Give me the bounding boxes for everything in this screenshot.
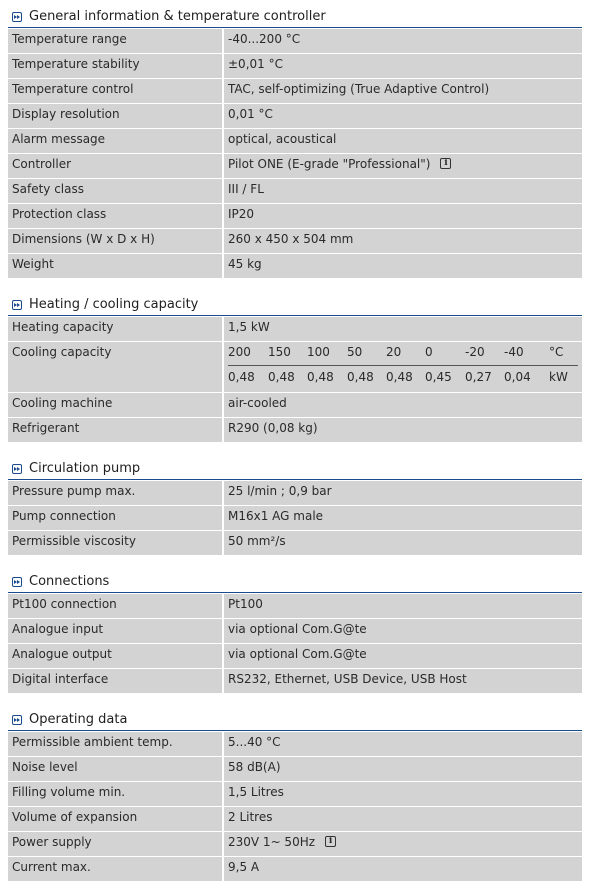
spec-label: Alarm message [8,129,222,153]
section-gap [8,278,582,292]
spec-label: Cooling machine [8,393,222,417]
section-title: Connections [29,574,110,589]
spec-row [8,757,582,781]
spec-value: 58 dB(A) [228,760,281,774]
spec-value: via optional Com.G@te [228,622,367,636]
spec-value-cell [224,229,582,253]
spec-value-cell [224,481,582,505]
spec-row [8,531,582,555]
spec-label: Display resolution [8,104,222,128]
spec-label: Noise level [8,757,222,781]
spec-value: ±0,01 °C [228,57,283,71]
spec-label: Power supply [8,832,222,856]
spec-value: via optional Com.G@te [228,647,367,661]
spec-sheet [8,4,582,881]
spec-value-cell [224,418,582,442]
temperature-value: 0 [425,345,433,359]
spec-value-cell [224,807,582,831]
spec-row [8,669,582,693]
spec-value-cell [224,782,582,806]
spec-value-cell [224,54,582,78]
spec-label: Temperature stability [8,54,222,78]
section-header[interactable] [8,4,582,28]
spec-value-cell [224,342,582,392]
spec-label: Heating capacity [8,317,222,341]
spec-value-cell [224,79,582,103]
expand-icon[interactable] [12,715,22,725]
info-icon[interactable]: i [440,158,451,169]
temperature-value: °C [549,345,564,359]
spec-row [8,342,582,392]
temperature-value: -20 [465,345,485,359]
spec-value-cell [224,179,582,203]
spec-value: 1,5 Litres [228,785,284,799]
spec-row [8,782,582,806]
power-value: 0,48 [386,370,413,384]
section-header[interactable] [8,569,582,593]
spec-label: Temperature range [8,29,222,53]
spec-label: Permissible viscosity [8,531,222,555]
spec-value: TAC, self-optimizing (True Adaptive Control) [228,82,490,96]
spec-value: IP20 [228,207,255,221]
power-value: 0,48 [347,370,374,384]
spec-value-cell [224,669,582,693]
spec-value: 25 l/min ; 0,9 bar [228,484,332,498]
power-value: 0,04 [504,370,531,384]
spec-value-cell [224,594,582,618]
power-value: kW [549,370,568,384]
spec-row [8,506,582,530]
spec-value: M16x1 AG male [228,509,324,523]
spec-value: Pt100 [228,597,263,611]
spec-value-cell [224,317,582,341]
spec-value-cell [224,104,582,128]
expand-icon[interactable] [12,464,22,474]
spec-value: Pilot ONE (E-grade "Professional") [228,157,431,171]
spec-value: 0,01 °C [228,107,273,121]
spec-label: Digital interface [8,669,222,693]
spec-row [8,644,582,668]
spec-row [8,79,582,103]
spec-label: Temperature control [8,79,222,103]
spec-label: Volume of expansion [8,807,222,831]
temperature-value: 50 [347,345,363,359]
spec-value: -40...200 °C [228,32,301,46]
spec-row [8,154,582,178]
spec-value: 9,5 A [228,860,260,874]
power-value: 0,48 [268,370,295,384]
temperature-row [228,345,578,366]
spec-label: Cooling capacity [8,342,222,392]
section-title: General information & temperature controller [29,9,326,24]
spec-value: 2 Litres [228,810,273,824]
temperature-value: 20 [386,345,402,359]
spec-row [8,129,582,153]
cooling-capacity-table [228,345,578,390]
power-value: 0,48 [307,370,334,384]
spec-value-cell [224,393,582,417]
spec-row [8,594,582,618]
spec-value-cell [224,832,582,856]
power-value: 0,27 [465,370,492,384]
spec-row [8,857,582,881]
spec-value: 260 x 450 x 504 mm [228,232,354,246]
temperature-value: -40 [504,345,524,359]
spec-value-cell [224,129,582,153]
section-title: Operating data [29,712,128,727]
spec-value: R290 (0,08 kg) [228,421,318,435]
spec-value-cell [224,732,582,756]
spec-value: III / FL [228,182,264,196]
spec-value: 50 mm²/s [228,534,286,548]
section-gap [8,693,582,707]
spec-row [8,254,582,278]
section-gap [8,555,582,569]
temperature-value: 200 [228,345,251,359]
expand-icon[interactable] [12,12,22,22]
spec-value: 5...40 °C [228,735,281,749]
temperature-value: 100 [307,345,330,359]
spec-row [8,317,582,341]
spec-value: RS232, Ethernet, USB Device, USB Host [228,672,467,686]
spec-row [8,418,582,442]
spec-value: 230V 1~ 50Hz [228,835,316,849]
spec-row [8,204,582,228]
spec-row [8,481,582,505]
spec-row [8,179,582,203]
spec-label: Weight [8,254,222,278]
spec-label: Safety class [8,179,222,203]
power-row [228,366,578,390]
spec-label: Permissible ambient temp. [8,732,222,756]
spec-value: air-cooled [228,396,287,410]
section-title: Circulation pump [29,461,141,476]
spec-value-cell [224,506,582,530]
spec-label: Analogue input [8,619,222,643]
spec-value-cell [224,531,582,555]
power-value: 0,45 [425,370,452,384]
spec-row [8,229,582,253]
spec-row [8,619,582,643]
spec-label: Pump connection [8,506,222,530]
spec-value: 1,5 kW [228,320,270,334]
spec-row [8,732,582,756]
spec-row [8,104,582,128]
expand-icon[interactable] [12,577,22,587]
spec-row [8,393,582,417]
spec-label: Current max. [8,857,222,881]
spec-label: Filling volume min. [8,782,222,806]
spec-value-cell [224,204,582,228]
spec-label: Refrigerant [8,418,222,442]
spec-value-cell [224,757,582,781]
info-icon[interactable]: i [325,836,336,847]
section-header[interactable] [8,456,582,480]
spec-value-cell [224,857,582,881]
spec-label: Pt100 connection [8,594,222,618]
spec-value-cell [224,154,582,178]
spec-row [8,29,582,53]
spec-label: Controller [8,154,222,178]
expand-icon[interactable] [12,300,22,310]
spec-value-cell [224,29,582,53]
spec-label: Pressure pump max. [8,481,222,505]
spec-label: Analogue output [8,644,222,668]
section-gap [8,442,582,456]
spec-value: optical, acoustical [228,132,337,146]
power-value: 0,48 [228,370,255,384]
spec-label: Dimensions (W x D x H) [8,229,222,253]
spec-value-cell [224,644,582,668]
spec-value-cell [224,619,582,643]
section-title: Heating / cooling capacity [29,297,199,312]
section-header[interactable] [8,292,582,316]
spec-value-cell [224,254,582,278]
spec-row [8,807,582,831]
spec-row [8,54,582,78]
temperature-value: 150 [268,345,291,359]
spec-label: Protection class [8,204,222,228]
section-header[interactable] [8,707,582,731]
spec-row [8,832,582,856]
spec-value: 45 kg [228,257,262,271]
